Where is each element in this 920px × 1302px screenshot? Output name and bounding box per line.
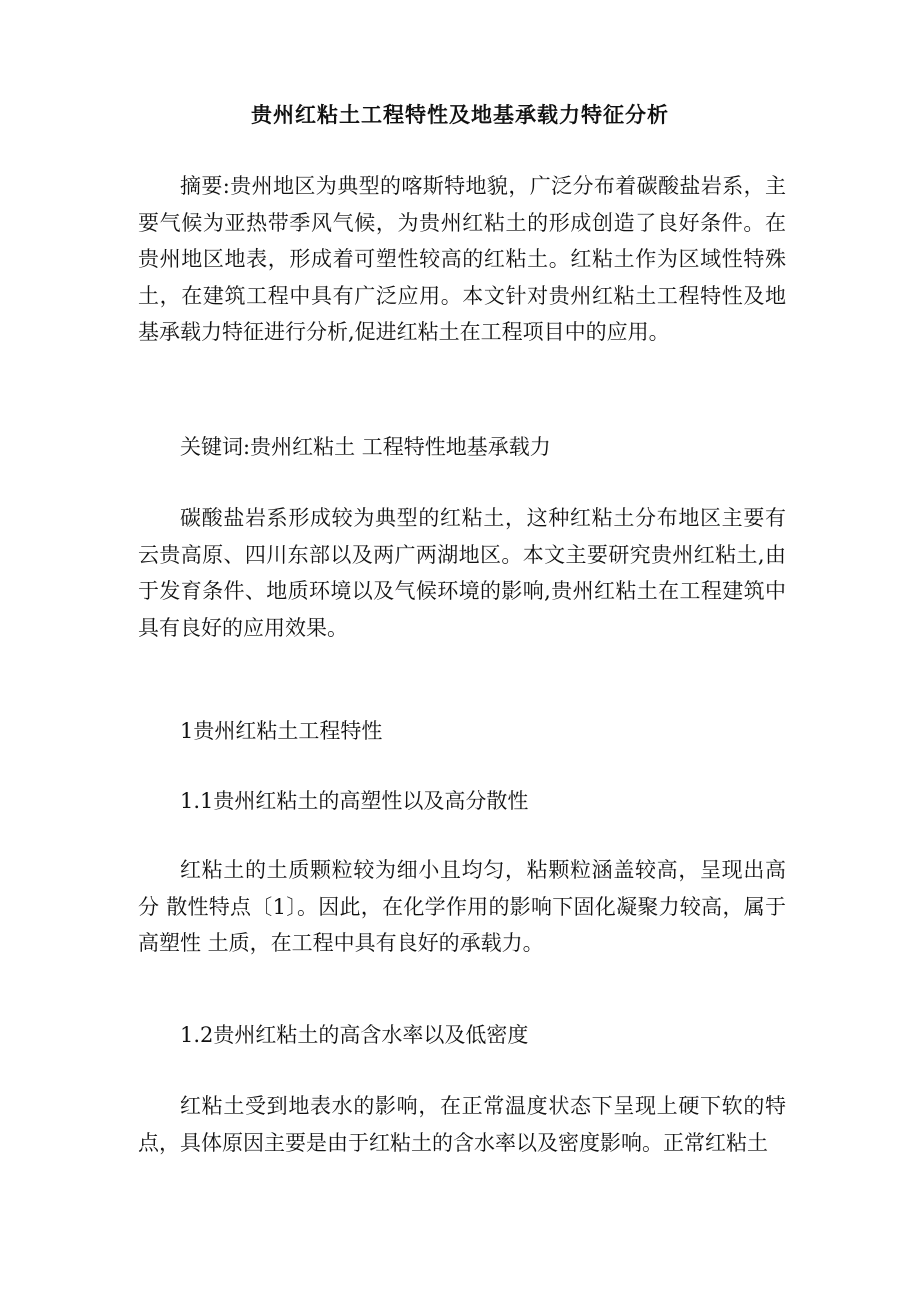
- section-1-heading: 1贵州红粘土工程特性: [180, 719, 383, 743]
- keywords-line: 关键词:贵州红粘土 工程特性地基承载力: [180, 435, 551, 459]
- intro-paragraph: 碳酸盐岩系形成较为典型的红粘土，这种红粘土分布地区主要有云贵高原、四川东部以及两广两湖地区。本文主要研究贵州红粘土,由于发育条件、地质环境以及气候环境的影响,贵州红粘土在工程建筑中具有良好的应用效果。: [138, 506, 786, 640]
- section-1-1-heading: 1.1贵州红粘土的高塑性以及高分散性: [180, 789, 529, 813]
- section-1-2-heading: 1.2贵州红粘土的高含水率以及低密度: [180, 1023, 529, 1047]
- section-1-2-paragraph: 红粘土受到地表水的影响，在正常温度状态下呈现上硬下软的特点，具体原因主要是由于红粘土的含水率以及密度影响。正常红粘土: [138, 1094, 786, 1155]
- section-1-1-paragraph: 红粘土的土质颗粒较为细小且均匀，粘颗粒涵盖较高，呈现出高分 散性特点〔1〕。因此，在化学作用的影响下固化凝聚力较高，属于高塑性 土质，在工程中具有良好的承载力。: [138, 858, 786, 955]
- abstract-paragraph: 摘要:贵州地区为典型的喀斯特地貌，广泛分布着碳酸盐岩系，主要气候为亚热带季风气候，为贵州红粘土的形成创造了良好条件。在贵州地区地表，形成着可塑性较高的红粘土。红粘土作为区域性特殊土，在建筑工程中具有广泛应用。本文针对贵州红粘土工程特性及地基承载力特征进行分析,促进红粘土在工程项目中的应用。: [138, 174, 786, 344]
- document-title: 贵州红粘土工程特性及地基承载力特征分析: [251, 102, 669, 127]
